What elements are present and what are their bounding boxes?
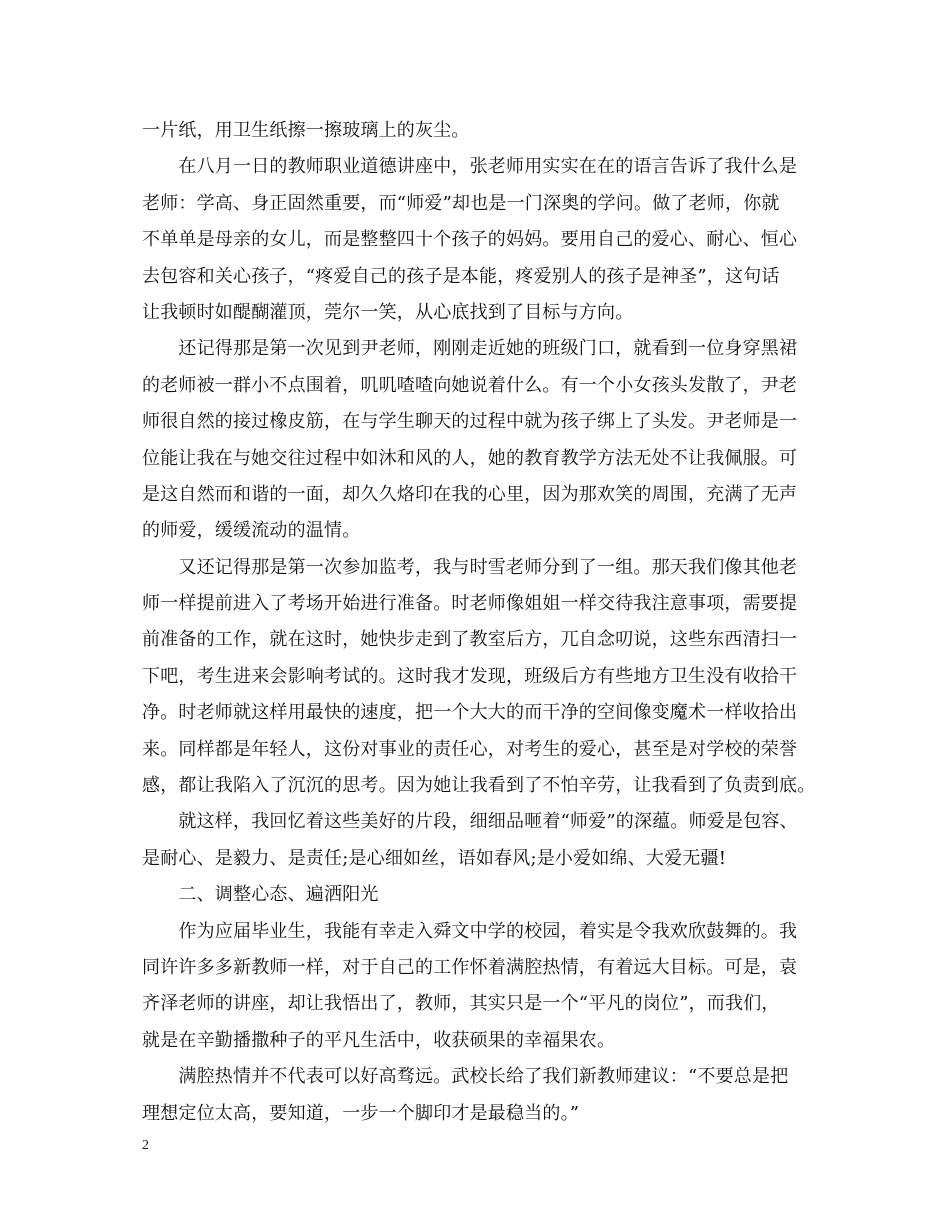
- text-line: 就是在辛勤播撒种子的平凡生活中，收获硕果的幸福果农。: [142, 1029, 616, 1051]
- text-line: 师一样提前进入了考场开始进行准备。时老师像姐姐一样交待我注意事项，需要提: [142, 593, 798, 615]
- text-line: 满腔热情并不代表可以好高骛远。武校长给了我们新教师建议：“不要总是把: [142, 1066, 789, 1088]
- text-line: 下吧，考生进来会影响考试的。这时我才发现，班级后方有些地方卫生没有收拾干: [142, 665, 798, 687]
- text-line: 还记得那是第一次见到尹老师，刚刚走近她的班级门口，就看到一位身穿黑裙: [142, 338, 798, 360]
- text-line: 去包容和关心孩子，“疼爱自己的孩子是本能，疼爱别人的孩子是神圣”，这句话: [142, 265, 780, 287]
- text-line: 的师爱，缓缓流动的温情。: [142, 520, 361, 542]
- text-line: 让我顿时如醍醐灌顶，莞尔一笑，从心底找到了目标与方向。: [142, 301, 634, 323]
- text-line: 来。同样都是年轻人，这份对事业的责任心，对考生的爱心，甚至是对学校的荣誉: [142, 738, 798, 760]
- text-line: 理想定位太高，要知道，一步一个脚印才是最稳当的。”: [142, 1102, 580, 1124]
- text-line: 是耐心、是毅力、是责任;是心细如丝，语如春风;是小爱如绵、大爱无疆!: [142, 847, 727, 869]
- text-line: 前准备的工作，就在这时，她快步走到了教室后方，兀自念叨说，这些东西清扫一: [142, 629, 798, 651]
- text-line: 感，都让我陷入了沉沉的思考。因为她让我看到了不怕辛劳，让我看到了负责到底。: [142, 775, 816, 797]
- text-line: 不单单是母亲的女儿，而是整整四十个孩子的妈妈。要用自己的爱心、耐心、恒心: [142, 229, 798, 251]
- text-line: 师很自然的接过橡皮筋，在与学生聊天的过程中就为孩子绑上了头发。尹老师是一: [142, 411, 798, 433]
- page-number: 2: [142, 1138, 149, 1153]
- text-line: 位能让我在与她交往过程中如沐和风的人，她的教育教学方法无处不让我佩服。可: [142, 447, 798, 469]
- text-line: 老师：学高、身正固然重要，而“师爱”却也是一门深奥的学问。做了老师，你就: [142, 192, 780, 214]
- text-line: 是这自然而和谐的一面，却久久烙印在我的心里，因为那欢笑的周围，充满了无声: [142, 483, 798, 505]
- body-text: [142, 113, 832, 1132]
- text-line: 又还记得那是第一次参加监考，我与时雪老师分到了一组。那天我们像其他老: [142, 556, 798, 578]
- text-line: 一片纸，用卫生纸擦一擦玻璃上的灰尘。: [142, 120, 470, 141]
- text-line: 在八月一日的教师职业道德讲座中，张老师用实实在在的语言告诉了我什么是: [142, 156, 798, 178]
- text-line: 齐泽老师的讲座，却让我悟出了，教师，其实只是一个“平凡的岗位”，而我们，: [142, 993, 780, 1015]
- text-line: 同许许多多新教师一样，对于自己的工作怀着满腔热情，有着远大目标。可是，袁: [142, 956, 798, 978]
- text-line: 的老师被一群小不点围着，叽叽喳喳向她说着什么。有一个小女孩头发散了，尹老: [142, 374, 798, 396]
- text-line: 作为应届毕业生，我能有幸走入舜文中学的校园，着实是令我欢欣鼓舞的。我: [142, 920, 798, 942]
- section-heading: 二、调整心态、遍洒阳光: [142, 884, 379, 906]
- text-line: 净。时老师就这样用最快的速度，把一个大大的而干净的空间像变魔术一样收拾出: [142, 702, 798, 724]
- text-line: 就这样，我回忆着这些美好的片段，细细品咂着“师爱”的深蕴。师爱是包容、: [142, 811, 798, 833]
